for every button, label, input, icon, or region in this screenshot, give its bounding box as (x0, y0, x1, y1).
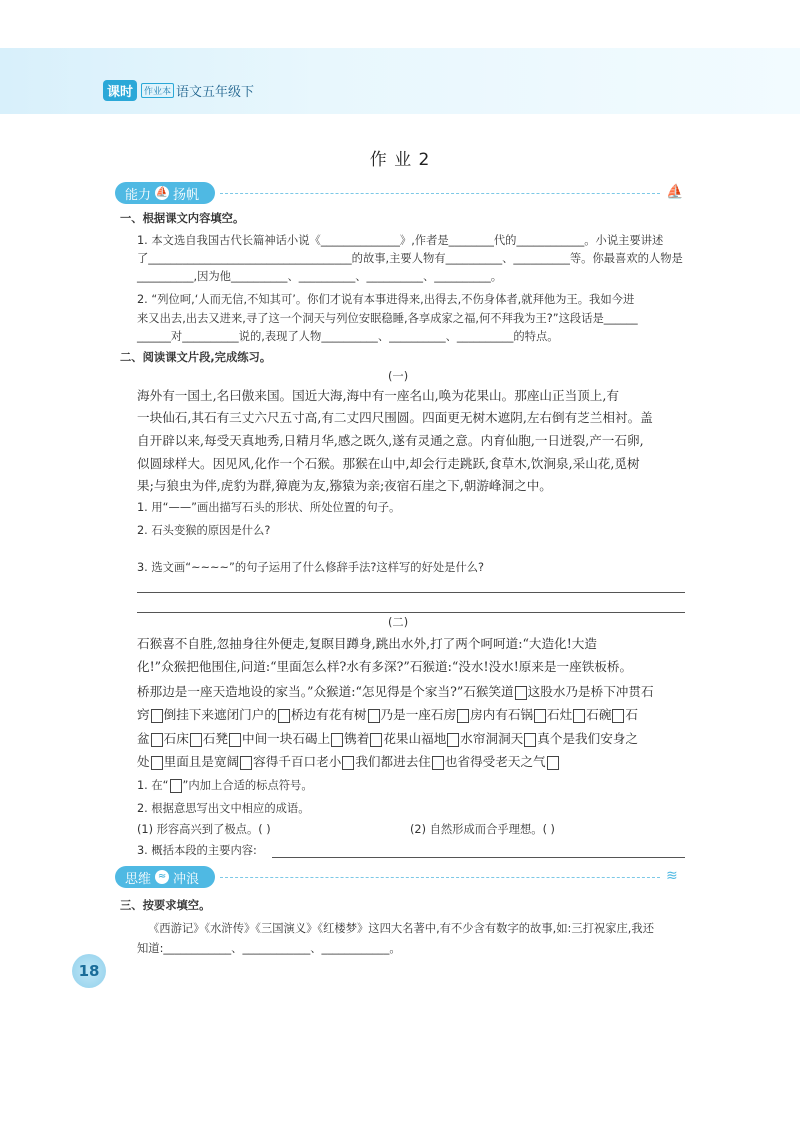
punctuation-blank-box[interactable] (342, 756, 354, 770)
passage-1-line-2: 一块仙石,其石有三丈六尺五寸高,有二丈四尺围圆。四面更无树木遮阴,左右倒有芝兰相衬。盖 (137, 410, 653, 425)
punctuation-blank-box[interactable] (432, 756, 444, 770)
section-label-a: 思维 (125, 871, 152, 887)
q1-item1-line1: 1. 本文选自我国古代长篇神话小说《______________》,作者是________代的____________。小说主要讲述 (137, 234, 664, 247)
punctuation-blank-box[interactable] (240, 756, 252, 770)
book-title: 语文五年级下 (176, 85, 255, 100)
section-divider (220, 877, 660, 878)
passage-1-question-3: 3. 选文画“~~~~”的句子运用了什么修辞手法?这样写的好处是什么? (137, 561, 485, 574)
passage-2-line-2: 化!”众猴把他围住,问道:“里面怎么样?水有多深?”石猴道:“没水!没水!原来是一座铁板桥。 (137, 659, 633, 674)
punctuation-blank-box[interactable] (370, 733, 382, 747)
logo-subtext: 作业本 (141, 83, 174, 98)
punctuation-blank-box[interactable] (151, 709, 163, 723)
section-thinking-banner (115, 866, 215, 888)
passage-2-question-1: 1. 在“ ”内加上合适的标点符号。 (137, 779, 313, 792)
passage-1-question-2: 2. 石头变猴的原因是什么? (137, 524, 271, 537)
passage-2-line-3: 桥那边是一座天造地设的家当。”众猴道:“怎见得是个家当?”石猴笑道 这股水乃是桥下冲贯石 (137, 684, 654, 699)
passage-2-line-4: 窍 倒挂下来遮闭门户的 桥边有花有树 乃是一座石房 房内有石锅 石灶 石碗 石 (137, 707, 638, 722)
brand-logo (103, 79, 174, 101)
passage-2-question-2a: (1) 形容高兴到了极点。( ) (137, 823, 271, 836)
punctuation-blank-box[interactable] (515, 686, 527, 700)
passage-1-line-5: 果;与狼虫为伴,虎豹为群,獐鹿为友,猕猿为亲;夜宿石崖之下,朝游峰洞之中。 (137, 478, 552, 493)
q1-item2-line1: 2. “列位呵,‘人而无信,不知其可’。你们才说有本事进得来,出得去,不伤身体者,就拜他为王。我如今进 (137, 293, 635, 306)
section-label-a: 能力 (125, 187, 152, 203)
passage-2-question-2: 2. 根据意思写出文中相应的成语。 (137, 802, 310, 815)
punctuation-blank-box[interactable] (524, 733, 536, 747)
sail-icon: ⛵ (155, 187, 169, 198)
punctuation-blank-box[interactable] (190, 733, 202, 747)
page-number: 18 (72, 954, 106, 988)
q1-item1-line3: __________,因为他__________、__________、__________、__________。 (137, 270, 503, 283)
answer-line (137, 592, 685, 593)
passage-2-line-1: 石猴喜不自胜,忽抽身往外便走,复瞑目蹲身,跳出水外,打了两个呵呵道:“大造化!大造 (137, 636, 597, 651)
q3-line-2: 知道:____________、____________、____________。 (137, 942, 401, 955)
punctuation-blank-box[interactable] (331, 733, 343, 747)
section-ability-banner (115, 182, 215, 204)
punctuation-blank-box[interactable] (447, 733, 459, 747)
punctuation-blank-box[interactable] (534, 709, 546, 723)
passage-1-line-3: 自开辟以来,每受天真地秀,日精月华,感之既久,遂有灵通之意。内育仙胞,一日迸裂,产一石卵, (137, 433, 644, 448)
passage-1-line-4: 似圆球样大。因见风,化作一个石猴。那猴在山中,却会行走跳跃,食草木,饮涧泉,采山花,觅树 (137, 456, 640, 471)
punctuation-blank-box[interactable] (573, 709, 585, 723)
punctuation-blank-box[interactable] (612, 709, 624, 723)
punctuation-blank-box[interactable] (457, 709, 469, 723)
passage-1-label: (一) (388, 370, 409, 383)
question-2-heading: 二、阅读课文片段,完成练习。 (120, 351, 272, 364)
passage-2-question-3: 3. 概括本段的主要内容: (137, 844, 257, 857)
section-label-b: 扬帆 (173, 187, 200, 203)
answer-line (137, 612, 685, 613)
logo-text: 课时 (103, 80, 137, 101)
punctuation-blank-box[interactable] (368, 709, 380, 723)
sail-icon: ⛵ (666, 184, 684, 200)
question-3-heading: 三、按要求填空。 (120, 899, 211, 912)
passage-2-line-5: 盆 石床 石凳 中间一块石碣上 镌着 花果山福地 水帘洞洞天 真个是我们安身之 (137, 731, 638, 746)
wave-icon: ≋ (666, 868, 678, 884)
punctuation-blank-box[interactable] (170, 779, 182, 793)
answer-line (272, 857, 685, 858)
passage-1-line-1: 海外有一国土,名曰傲来国。国近大海,海中有一座名山,唤为花果山。那座山正当顶上,有 (137, 388, 619, 403)
punctuation-blank-box[interactable] (151, 733, 163, 747)
punctuation-blank-box[interactable] (229, 733, 241, 747)
page-title: 作 业 2 (369, 150, 431, 170)
passage-2-question-2b: (2) 自然形成而合乎理想。( ) (410, 823, 555, 836)
q3-line-1: 《西游记》《水浒传》《三国演义》《红楼梦》这四大名著中,有不少含有数字的故事,如:三打祝家庄,我还 (148, 922, 654, 935)
punctuation-blank-box[interactable] (547, 756, 559, 770)
passage-2-label: (二) (388, 616, 409, 629)
passage-1-question-1: 1. 用“——”画出描写石头的形状、所处位置的句子。 (137, 501, 401, 514)
wave-icon: ≈ (155, 870, 169, 884)
punctuation-blank-box[interactable] (151, 756, 163, 770)
passage-2-line-6: 处 里面且是宽阔 容得千百口老小 我们都进去住 也省得受老天之气 (137, 752, 560, 772)
q1-item1-line2: 了____________________________________的故事,主要人物有__________、__________等。你最喜欢的人物是 (137, 252, 683, 265)
section-label-b: 冲浪 (173, 871, 200, 887)
section-divider (220, 193, 660, 194)
q1-item2-line2: 来又出去,出去又进来,寻了这一个洞天与列位安眠稳睡,各享成家之福,何不拜我为王?”这段话是______ (137, 312, 638, 325)
question-1-heading: 一、根据课文内容填空。 (120, 212, 245, 225)
punctuation-blank-box[interactable] (278, 709, 290, 723)
q1-item2-line3: ______对__________说的,表现了人物__________、__________、__________的特点。 (137, 330, 559, 343)
